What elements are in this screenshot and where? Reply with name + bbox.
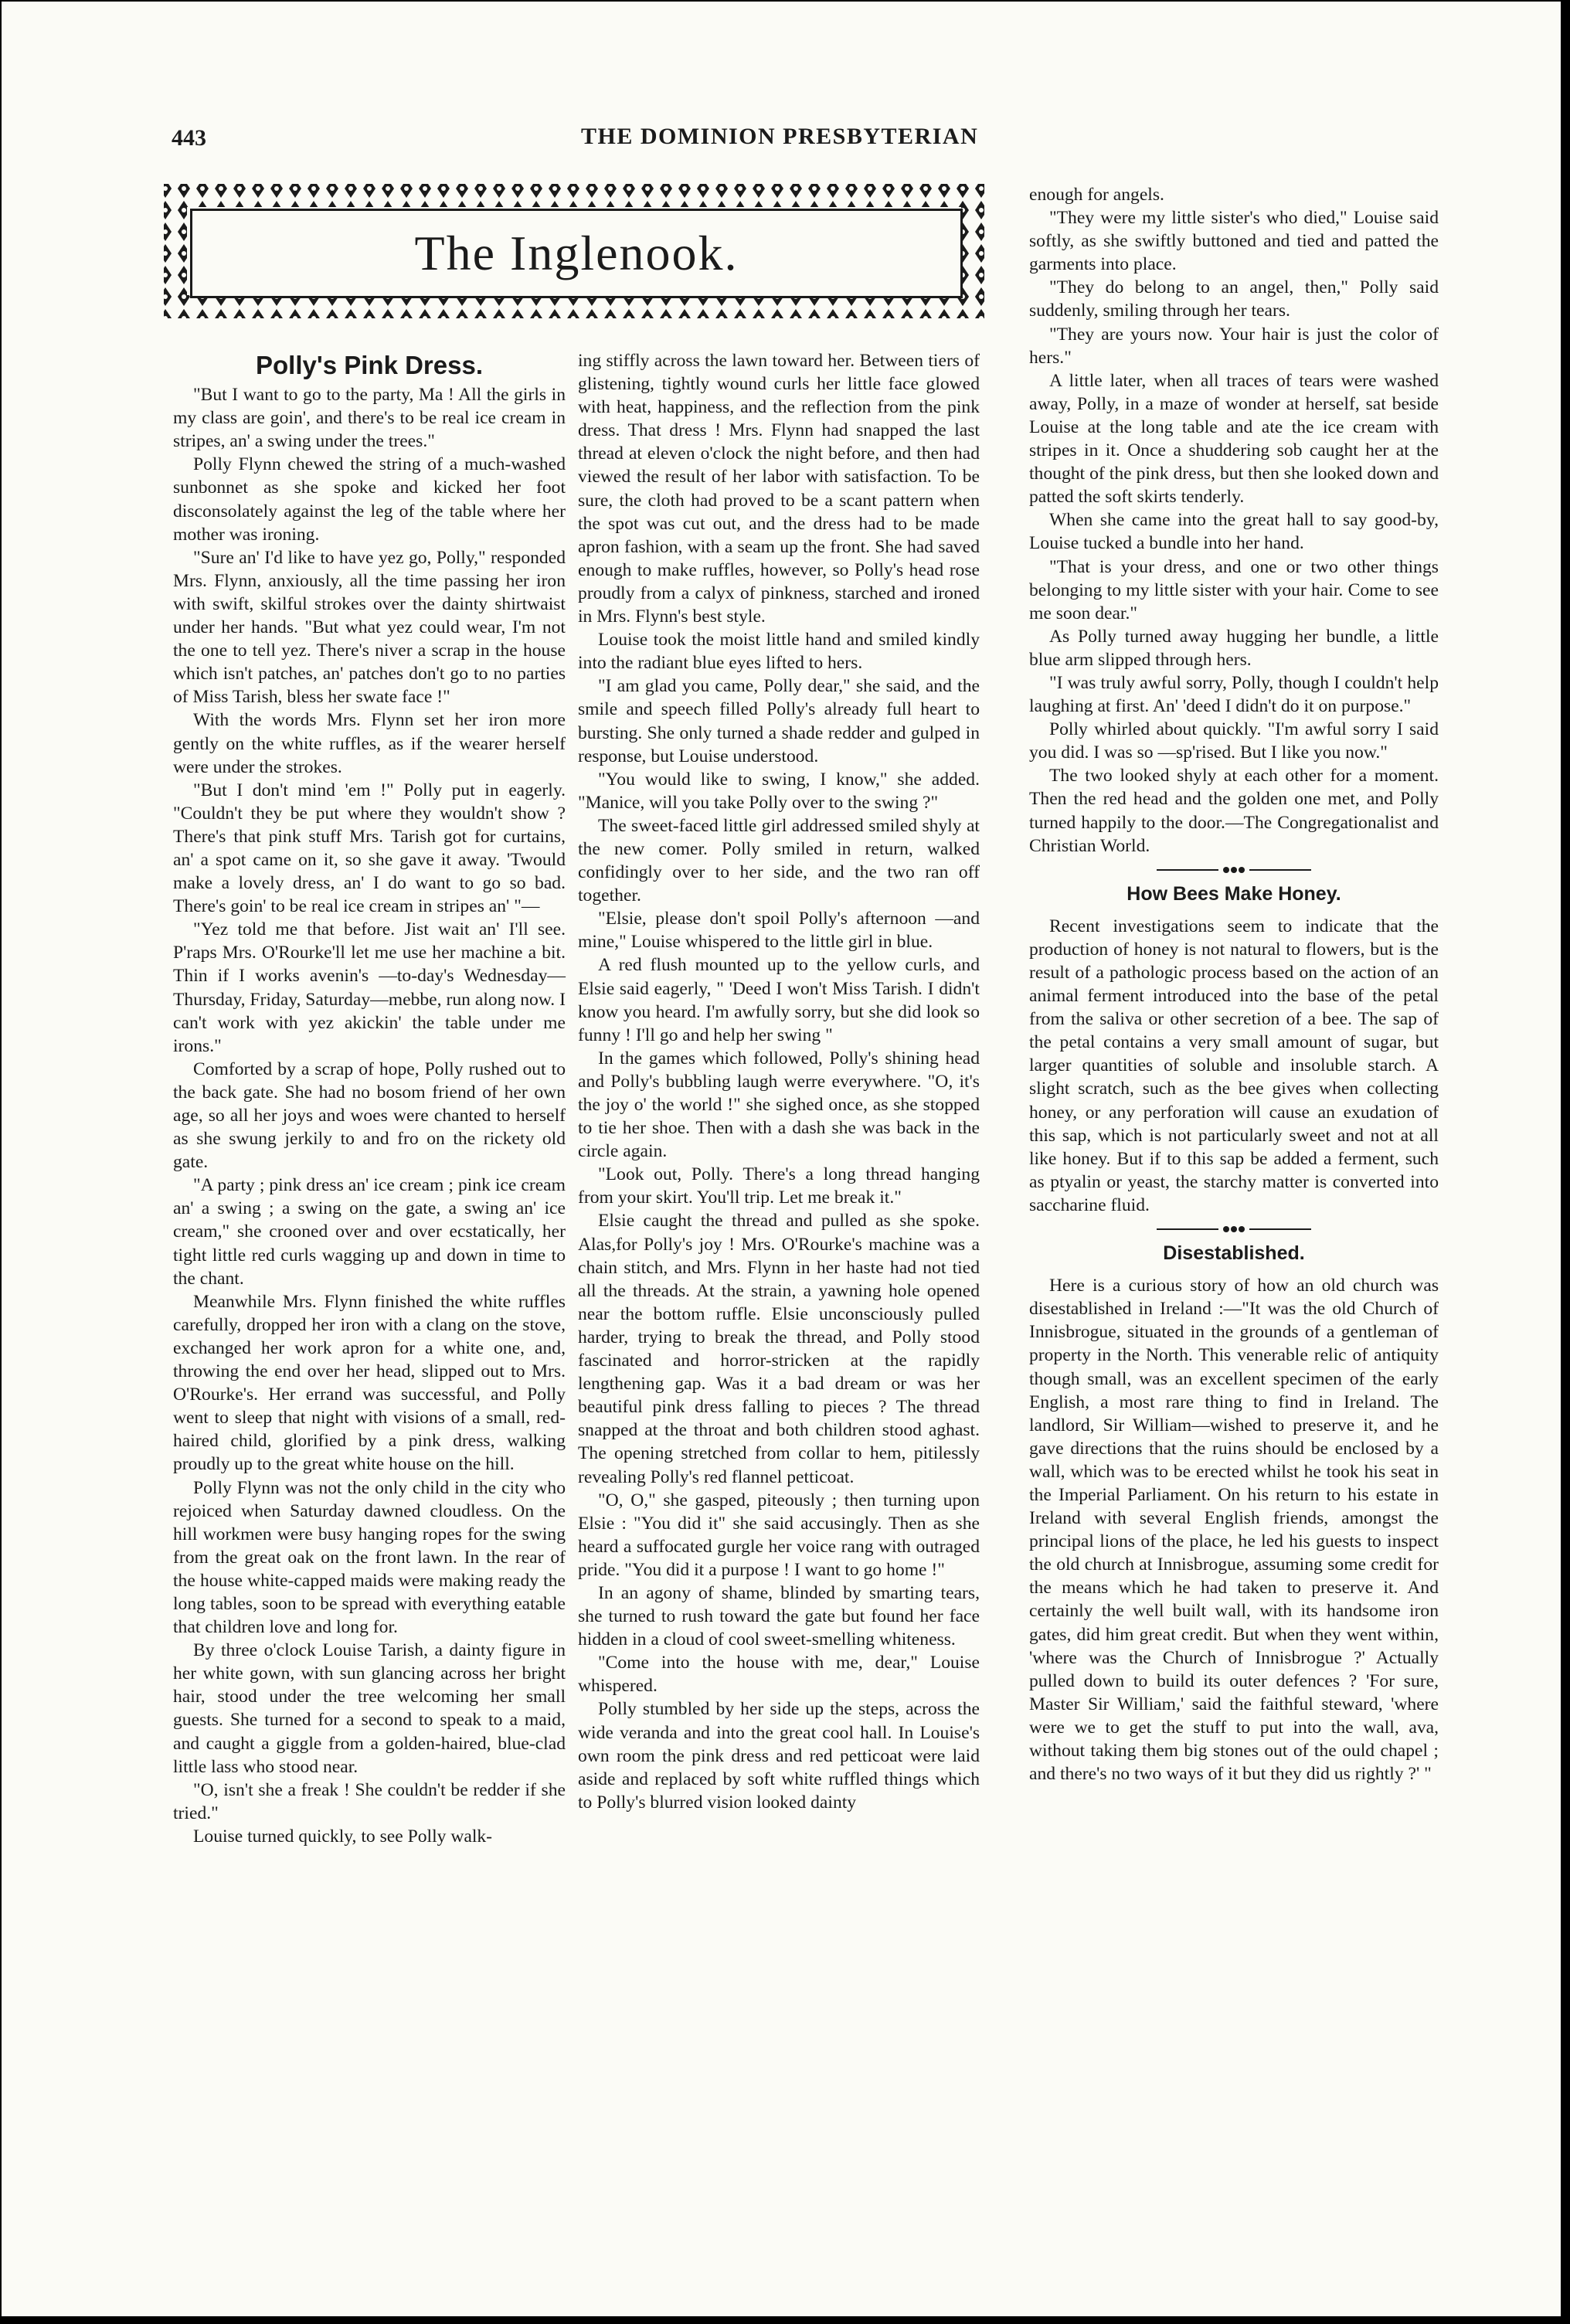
paragraph: "A party ; pink dress an' ice cream ; pink ice cream an' a swing ; a swing on the gate, a swing an' ice cream," she crooned over and over ecstatically, her tight little red curls wagging up and down in time to the chant. (173, 1175, 566, 1289)
running-header (172, 122, 991, 153)
paragraph: Recent investigations seem to indicate that the production of honey is not natural to flowers, but is the result of a pathologic process based on the action of an animal ferment introduced into the base of the petal from the saliva or other secretion of a bee. The sap of the petal contains a very small amount of sugar, but larger quantities of soluble and insoluble starch. A slight scratch, such as the bee gives when collecting honey, or any perforation will cause an exudation of this sap, which is not particularly sweet and not at all like honey. But if to this sap be added a ferment, such as ptyalin or yeast, the starchy matter is converted into saccharine fluid. (1029, 916, 1439, 1215)
paragraph: "Look out, Polly. There's a long thread hanging from your skirt. You'll trip. Let me break it." (578, 1164, 980, 1208)
page-number: 443 (172, 125, 206, 151)
paragraph: "But I want to go to the party, Ma ! All the girls in my class are goin', and there's to be real ice cream in stripes, an' a swing under the trees." (173, 385, 566, 452)
paragraph: "That is your dress, and one or two other things belonging to my little sister with your hair. Come to see me soon dear." (1029, 556, 1439, 623)
article-title: How Bees Make Honey. (1127, 882, 1341, 905)
section-title-frame (190, 209, 963, 298)
paragraph: By three o'clock Louise Tarish, a dainty figure in her white gown, with sun glancing across her bright hair, stood under the tree welcoming her small guests. She turned for a second to speak to a maid, and caught a giggle from a golden-haired, blue-clad little lass who stood near. (173, 1640, 566, 1777)
paragraph: Polly whirled about quickly. "I'm awful sorry I said you did. I was so —sp'rised. But I like you now." (1029, 719, 1439, 763)
paragraph: "They do belong to an angel, then," Polly said suddenly, smiling through her tears. (1029, 277, 1439, 321)
paragraph: A little later, when all traces of tears were washed away, Polly, in a maze of wonder at herself, sat beside Louise at the long table and ate the ice cream with stripes in it. Once a shuddering sob caught her at the thought of the pink dress, but then she looked down and patted the soft skirts tenderly. (1029, 370, 1439, 508)
paragraph: A red flush mounted up to the yellow curls, and Elsie said eagerly, " 'Deed I won't Miss Tarish. I didn't know you heard. I'm awfully sorry, but she did look so funny ! I'll go and help her swing " (578, 955, 980, 1045)
paragraph: "Yez told me that before. Jist wait an' I'll see. P'raps Mrs. O'Rourke'll let me use her machine a bit. Thin if I works avenin's —to-day's Wednesday—Thursday, Friday, Saturday—mebbe, run along now. I can't work with yez akickin' the table under me irons." (173, 919, 566, 1056)
paragraph: "O, O," she gasped, piteously ; then turning upon Elsie : "You did it" she said accusingly. Then as she heard a suffocated gurgle her voice rang with outraged pride. "You did it a purpose ! I want to go home !" (578, 1490, 980, 1580)
article-title: Polly's Pink Dress. (256, 351, 483, 379)
paragraph: Polly Flynn was not the only child in the city who rejoiced when Saturday dawned cloudless. On the hill workmen were busy hanging ropes for the swing from the great oak on the front lawn. In the rear of the house white-capped maids were making ready the long tables, soon to be spread with everything eatable that children love and long for. (173, 1477, 566, 1638)
paragraph: "You would like to swing, I know," she added. "Manice, will you take Polly over to the swing ?" (578, 769, 980, 813)
paragraph: "O, isn't she a freak ! She couldn't be redder if she tried." (173, 1779, 566, 1823)
paragraph: In an agony of shame, blinded by smarting tears, she turned to rush toward the gate but found her face hidden in a cloud of cool sweet-smelling whiteness. (578, 1582, 980, 1650)
paragraph: "Come into the house with me, dear," Louise whispered. (578, 1653, 980, 1697)
paragraph: The two looked shyly at each other for a moment. Then the red head and the golden one met, and Polly turned happily to the door.—The Congregationalist and Christian World. (1029, 766, 1439, 856)
paragraph: Meanwhile Mrs. Flynn finished the white ruffles carefully, dropped her iron with a clang on the stove, exchanged her work apron for a white one, and, throwing the end over her head, slipped out to Mrs. O'Rourke's. Her errand was successful, and Polly went to sleep that night with visions of a small, red-haired child, glorified by a pink dress, walking proudly up to the great white house on the hill. (173, 1291, 566, 1475)
paragraph: "I am glad you came, Polly dear," she said, and the smile and speech filled Polly's already full heart to bursting. She only turned a shade redder and gulped in response, but Louise understood. (578, 676, 980, 766)
paragraph: The sweet-faced little girl addressed smiled shyly at the new comer. Polly smiled in return, walked confidingly over to her side, and the two ran off together. (578, 815, 980, 906)
paragraph: Polly Flynn chewed the string of a much-washed sunbonnet as she spoke and kicked her foot disconsolately against the leg of the table where her mother was ironing. (173, 454, 566, 545)
paragraph: Here is a curious story of how an old church was disestablished in Ireland :—"It was the old Church of Innisbrogue, situated in the grounds of a gentleman of property in the North. This venerable relic of antiquity though small, was an excellent specimen of the early English, a most rare thing to find in Ireland. The landlord, Sir William—wished to preserve it, and he gave directions that the ruins should be enclosed by a wall, which was to be erected whilst he took his seat in the Imperial Parliament. On his return to his estate in Ireland with several English friends, amongst the principal lions of the place, he led his guests to inspect the old church at Innisbrogue, assuming some credit for the means which he had taken to preserve it. And certainly the well built wall, with its handsome iron gates, did him great credit. But when they went within, 'where was the Church of Innisbrogue ?' Actually pulled down to build its outer defences ? 'For sure, Master Sir William,' said the faithful steward, 'where were we to get the stuff to put into the wall, ava, without taking them big stones out of the ould chapel ; and there's no two ways of it but they did us rightly ?' " (1029, 1276, 1439, 1785)
paragraph: Louise turned quickly, to see Polly walk- (193, 1826, 493, 1847)
paragraph: "They were my little sister's who died," Louise said softly, as she swiftly buttoned and tied and patted the garments into place. (1029, 208, 1439, 275)
paragraph: With the words Mrs. Flynn set her iron more gently on the white ruffles, as if the wearer herself were under the strokes. (173, 710, 566, 777)
section-divider (1157, 1225, 1311, 1234)
paragraph: Comforted by a scrap of hope, Polly rushed out to the back gate. She had no bosom friend of her own age, so all her joys and woes were chanted to herself as she swung jerkily to and fro on the rickety old gate. (173, 1058, 566, 1173)
paragraph: "Elsie, please don't spoil Polly's afternoon —and mine," Louise whispered to the little girl in blue. (578, 909, 980, 953)
journal-title: THE DOMINION PRESBYTERIAN (581, 124, 979, 149)
paragraph: In the games which followed, Polly's shining head and Polly's bubbling laugh werre everywhere. "O, it's the joy o' the world !" she sighed once, as she stopped to tie her shoe. Then with a dash she was back in the circle again. (578, 1048, 980, 1162)
paragraph: Louise took the moist little hand and smiled kindly into the radiant blue eyes lifted to hers. (578, 630, 980, 674)
paragraph: When she came into the great hall to say good-by, Louise tucked a bundle into her hand. (1029, 510, 1439, 554)
article-title: Disestablished. (1163, 1242, 1305, 1265)
paragraph: ing stiffly across the lawn toward her. Between tiers of glistening, tightly wound curls her little face glowed with heat, happiness, and the reflection from the pink dress. That dress ! Mrs. Flynn had snapped the last thread at eleven o'clock the night before, and then had viewed the result of her labor with satisfaction. To be sure, the cloth had proved to be a scant pattern when the spot was cut out, and the dress had to be made apron fashion, with a seam up the front. She had saved enough to make ruffles, however, so Polly's head rose proudly from a calyx of pinkness, starched and ironed in Mrs. Flynn's best style. (578, 351, 980, 627)
paragraph: Polly stumbled by her side up the steps, across the wide veranda and into the great cool hall. In Louise's own room the pink dress and red petticoat were laid aside and replaced by soft white ruffled things which to Polly's blurred vision looked dainty (578, 1699, 980, 1813)
column-3 (1029, 183, 1439, 1785)
section-divider (1157, 865, 1311, 875)
column-1 (173, 351, 566, 1848)
paragraph: Elsie caught the thread and pulled as she spoke. Alas,for Polly's joy ! Mrs. O'Rourke's machine was a chain stitch, and Mrs. Flynn in her haste had not tied all the threads. At the strain, a yawning hole opened near the bottom ruffle. Elsie unconsciously pulled harder, trying to break the thread, and Polly stood fascinated and horror-stricken at the rapidly lengthening gap. Was it a bad dream or was her beautiful pink dress falling to pieces ? The thread snapped at the throat and both children stood aghast. The opening stretched from collar to hem, pitilessly revealing Polly's red flannel petticoat. (578, 1211, 980, 1487)
section-title-box (156, 178, 992, 324)
section-title: The Inglenook. (414, 226, 739, 280)
paragraph: As Polly turned away hugging her bundle, a little blue arm slipped through hers. (1029, 626, 1439, 670)
column-2 (578, 349, 980, 1814)
paragraph: enough for angels. (1029, 185, 1164, 205)
paragraph: "They are yours now. Your hair is just the color of hers." (1029, 324, 1439, 368)
paragraph: "I was truly awful sorry, Polly, though I couldn't help laughing at first. An' 'deed I didn't do it on purpose." (1029, 672, 1439, 717)
paragraph: "Sure an' I'd like to have yez go, Polly," responded Mrs. Flynn, anxiously, all the time passing her iron with swift, skilful strokes over the dainty shirtwaist under her hands. "But what yez could wear, I'm not the one to tell yez. There's niver a scrap in the house which isn't patches, an' patches don't go to no parties of Miss Tarish, bless her swate face !" (173, 547, 566, 708)
paragraph: "But I don't mind 'em !" Polly put in eagerly. "Couldn't they be put where they wouldn't show ? There's that pink stuff Mrs. Tarish got for curtains, an' a spot came on it, so she gave it away. 'Twould make a lovely dress, an' I do want to go so bad. There's goin' to be real ice cream in stripes an' "— (173, 780, 566, 917)
newspaper-page (2, 2, 1561, 2316)
